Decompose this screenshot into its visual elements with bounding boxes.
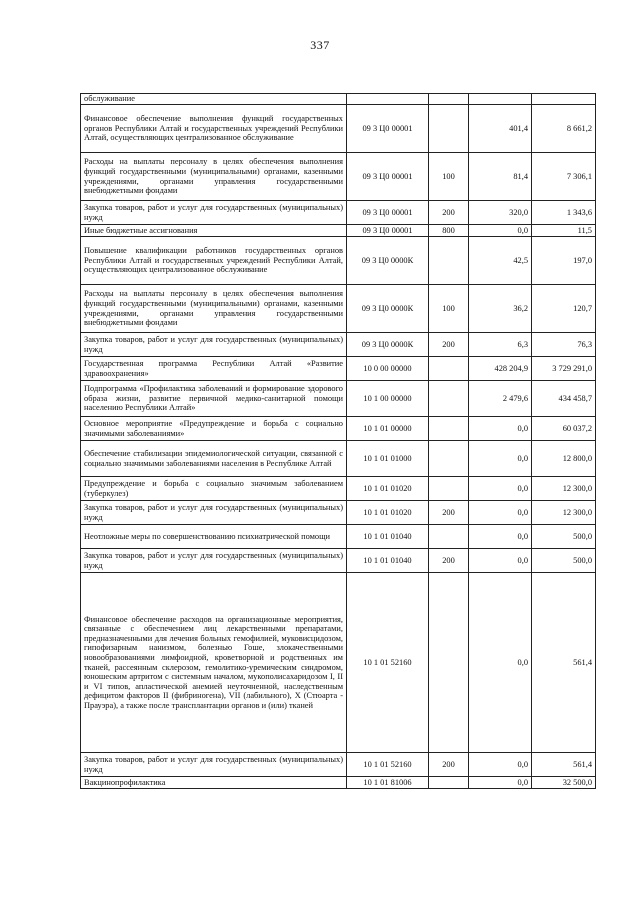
page-number: 337 xyxy=(310,38,330,52)
row-code-cell: 09 3 Ц0 00001 xyxy=(347,105,429,153)
row-amount-2-cell: 120,7 xyxy=(532,285,596,333)
row-code-cell: 09 3 Ц0 00001 xyxy=(347,225,429,237)
row-code-cell: 09 3 Ц0 00001 xyxy=(347,153,429,201)
table-row xyxy=(81,94,596,105)
row-code-cell: 10 1 01 01020 xyxy=(347,501,429,525)
row-amount-2-cell: 7 306,1 xyxy=(532,153,596,201)
row-code-cell: 09 3 Ц0 00001 xyxy=(347,201,429,225)
table-row xyxy=(81,225,596,237)
row-name-cell: Повышение квалификации работников государственных органов Республики Алтай и государственных учреждений Республики Алтай, осуществляющих централизованное обслуживание xyxy=(81,237,347,285)
row-code-cell: 10 1 01 01040 xyxy=(347,525,429,549)
row-amount-1-cell: 401,4 xyxy=(469,105,532,153)
row-name-cell: Закупка товаров, работ и услуг для государственных (муниципальных) нужд xyxy=(81,333,347,357)
table-row xyxy=(81,333,596,357)
row-expense-type-cell: 200 xyxy=(429,753,469,777)
row-name-cell: Закупка товаров, работ и услуг для государственных (муниципальных) нужд xyxy=(81,549,347,573)
table-row xyxy=(81,525,596,549)
row-code-cell: 10 1 01 52160 xyxy=(347,753,429,777)
row-amount-1-cell: 2 479,6 xyxy=(469,381,532,417)
row-code-cell: 10 1 01 00000 xyxy=(347,417,429,441)
row-amount-1-cell: 0,0 xyxy=(469,477,532,501)
row-name-cell: Подпрограмма «Профилактика заболеваний и формирование здорового образа жизни, развитие первичной медико-санитарной помощи населению Республики Алтай» xyxy=(81,381,347,417)
table-row xyxy=(81,237,596,285)
table-row xyxy=(81,549,596,573)
table-row xyxy=(81,573,596,753)
row-expense-type-cell xyxy=(429,237,469,285)
table-row xyxy=(81,441,596,477)
row-name-cell: Государственная программа Республики Алтай «Развитие здравоохранения» xyxy=(81,357,347,381)
row-expense-type-cell: 800 xyxy=(429,225,469,237)
row-code-cell: 10 1 01 01040 xyxy=(347,549,429,573)
row-code-cell: 10 1 01 01020 xyxy=(347,477,429,501)
row-expense-type-cell: 100 xyxy=(429,285,469,333)
row-amount-1-cell: 0,0 xyxy=(469,753,532,777)
row-amount-2-cell: 561,4 xyxy=(532,753,596,777)
table-row xyxy=(81,501,596,525)
row-amount-2-cell xyxy=(532,94,596,105)
row-amount-1-cell: 0,0 xyxy=(469,525,532,549)
row-expense-type-cell xyxy=(429,777,469,789)
table-row xyxy=(81,417,596,441)
row-amount-2-cell: 500,0 xyxy=(532,525,596,549)
row-name-cell: Вакцинопрофилактика xyxy=(81,777,347,789)
row-amount-2-cell: 561,4 xyxy=(532,573,596,753)
row-expense-type-cell xyxy=(429,357,469,381)
row-amount-2-cell: 434 458,7 xyxy=(532,381,596,417)
row-code-cell: 09 3 Ц0 0000К xyxy=(347,237,429,285)
table-row xyxy=(81,105,596,153)
row-code-cell: 10 1 00 00000 xyxy=(347,381,429,417)
row-expense-type-cell: 200 xyxy=(429,201,469,225)
row-amount-2-cell: 3 729 291,0 xyxy=(532,357,596,381)
row-expense-type-cell xyxy=(429,441,469,477)
table-row xyxy=(81,357,596,381)
row-amount-1-cell: 0,0 xyxy=(469,501,532,525)
row-amount-1-cell: 0,0 xyxy=(469,777,532,789)
row-amount-1-cell: 320,0 xyxy=(469,201,532,225)
row-name-cell: Основное мероприятие «Предупреждение и борьба с социально значимыми заболеваниями» xyxy=(81,417,347,441)
row-name-cell: Финансовое обеспечение расходов на организационные мероприятия, связанные с обеспечением лиц лекарственными препаратами, предназначенными для лечения больных гемофилией, муковисцидозом, гипофизарным нанизмом, болезнью Гоше, злокачественными новообразованиями лимфоидной, кроветворной и родственных им тканей, рассеянным склерозом, гемолитико-уремическим синдромом, юношеским артритом с системным началом, мукополисахаридозом I, II и VI типов, апластической анемией неуточненной, наследственным дефицитом факторов II (фибриногена), VII (лабильного), X (Стюарта - Прауэра), а также после трансплантации органов и (или) тканей xyxy=(81,573,347,753)
row-amount-2-cell: 197,0 xyxy=(532,237,596,285)
row-expense-type-cell xyxy=(429,105,469,153)
row-code-cell xyxy=(347,94,429,105)
row-amount-1-cell: 81,4 xyxy=(469,153,532,201)
row-amount-2-cell: 60 037,2 xyxy=(532,417,596,441)
row-expense-type-cell xyxy=(429,525,469,549)
row-amount-2-cell: 500,0 xyxy=(532,549,596,573)
row-name-cell: Расходы на выплаты персоналу в целях обеспечения выполнения функций государственными (муниципальными) органами, казенными учреждениями, органами управления государственными внебюджетными фондами xyxy=(81,153,347,201)
row-amount-1-cell: 0,0 xyxy=(469,225,532,237)
row-amount-1-cell: 0,0 xyxy=(469,441,532,477)
row-name-cell: Закупка товаров, работ и услуг для государственных (муниципальных) нужд xyxy=(81,201,347,225)
row-amount-1-cell: 0,0 xyxy=(469,549,532,573)
row-amount-1-cell: 36,2 xyxy=(469,285,532,333)
row-expense-type-cell xyxy=(429,477,469,501)
table-row xyxy=(81,285,596,333)
row-expense-type-cell xyxy=(429,573,469,753)
row-name-cell: Неотложные меры по совершенствованию психиатрической помощи xyxy=(81,525,347,549)
row-name-cell: обслуживание xyxy=(81,94,347,105)
row-expense-type-cell xyxy=(429,381,469,417)
row-expense-type-cell: 200 xyxy=(429,549,469,573)
table-row xyxy=(81,477,596,501)
row-code-cell: 10 0 00 00000 xyxy=(347,357,429,381)
row-code-cell: 10 1 01 01000 xyxy=(347,441,429,477)
row-code-cell: 09 3 Ц0 0000К xyxy=(347,285,429,333)
row-amount-1-cell: 6,3 xyxy=(469,333,532,357)
row-amount-1-cell: 428 204,9 xyxy=(469,357,532,381)
row-expense-type-cell: 200 xyxy=(429,333,469,357)
row-amount-1-cell: 0,0 xyxy=(469,573,532,753)
row-amount-1-cell: 0,0 xyxy=(469,417,532,441)
row-expense-type-cell: 200 xyxy=(429,501,469,525)
row-amount-2-cell: 11,5 xyxy=(532,225,596,237)
row-amount-2-cell: 12 800,0 xyxy=(532,441,596,477)
table-row xyxy=(81,381,596,417)
row-name-cell: Обеспечение стабилизации эпидемиологической ситуации, связанной с социально значимыми заболеваниями населения в Республике Алтай xyxy=(81,441,347,477)
row-expense-type-cell xyxy=(429,94,469,105)
row-name-cell: Предупреждение и борьба с социально значимым заболеванием (туберкулез) xyxy=(81,477,347,501)
row-code-cell: 10 1 01 52160 xyxy=(347,573,429,753)
budget-table xyxy=(80,93,596,789)
row-name-cell: Расходы на выплаты персоналу в целях обеспечения выполнения функций государственными (муниципальными) органами, казенными учреждениями, органами управления государственными внебюджетными фондами xyxy=(81,285,347,333)
row-name-cell: Финансовое обеспечение выполнения функций государственных органов Республики Алтай и государственных учреждений Республики Алтай, осуществляющих централизованное обслуживание xyxy=(81,105,347,153)
row-code-cell: 10 1 01 81006 xyxy=(347,777,429,789)
table-row xyxy=(81,777,596,789)
table-row xyxy=(81,201,596,225)
row-name-cell: Иные бюджетные ассигнования xyxy=(81,225,347,237)
row-amount-2-cell: 76,3 xyxy=(532,333,596,357)
row-amount-1-cell: 42,5 xyxy=(469,237,532,285)
row-name-cell: Закупка товаров, работ и услуг для государственных (муниципальных) нужд xyxy=(81,501,347,525)
row-amount-2-cell: 12 300,0 xyxy=(532,501,596,525)
row-amount-2-cell: 12 300,0 xyxy=(532,477,596,501)
row-amount-2-cell: 8 661,2 xyxy=(532,105,596,153)
row-name-cell: Закупка товаров, работ и услуг для государственных (муниципальных) нужд xyxy=(81,753,347,777)
table-row xyxy=(81,753,596,777)
row-amount-2-cell: 32 500,0 xyxy=(532,777,596,789)
row-code-cell: 09 3 Ц0 0000К xyxy=(347,333,429,357)
table-row xyxy=(81,153,596,201)
row-expense-type-cell: 100 xyxy=(429,153,469,201)
row-amount-1-cell xyxy=(469,94,532,105)
row-amount-2-cell: 1 343,6 xyxy=(532,201,596,225)
row-expense-type-cell xyxy=(429,417,469,441)
